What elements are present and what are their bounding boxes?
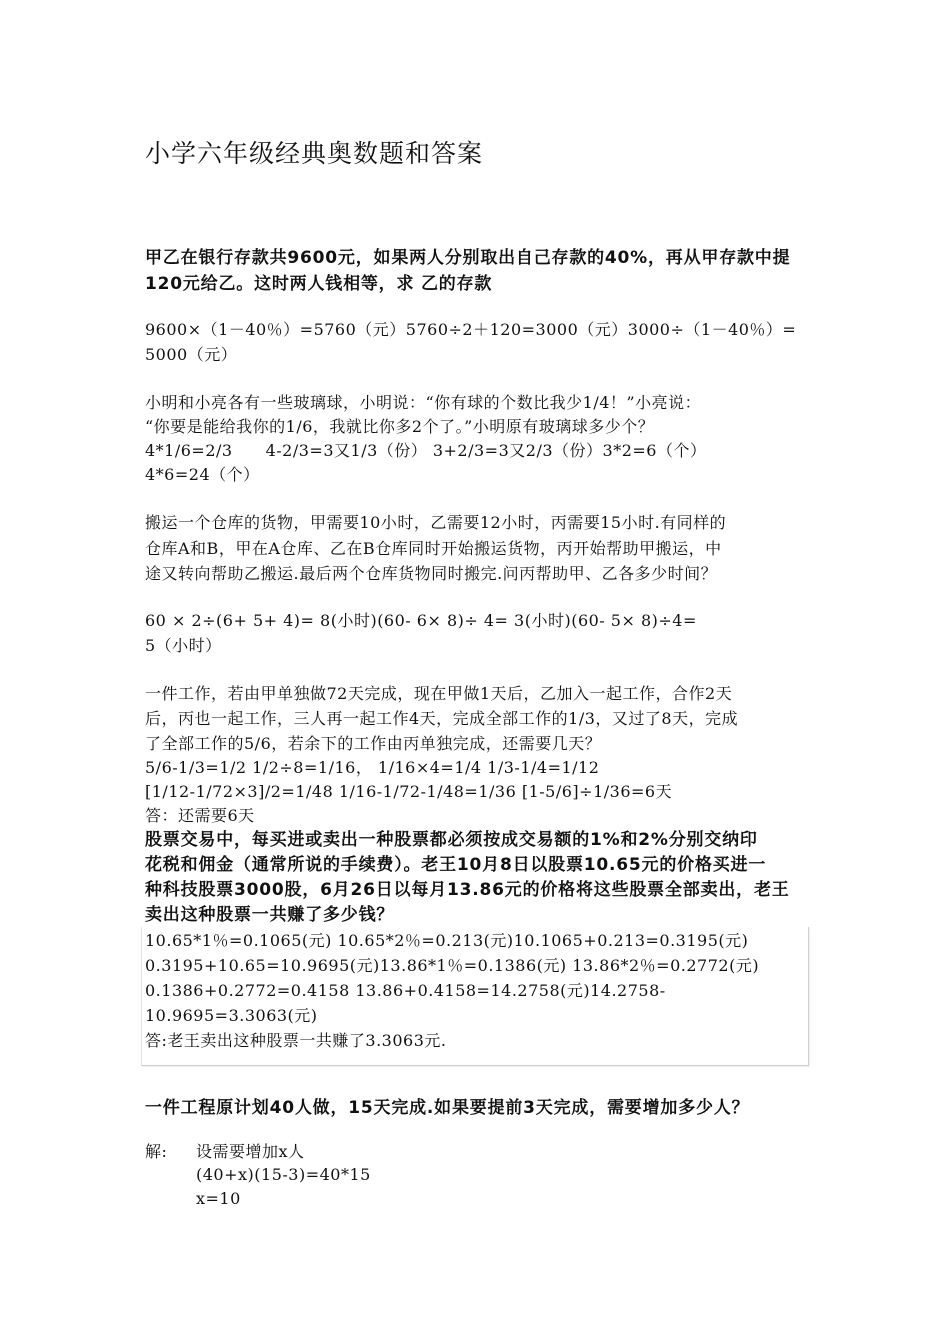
problem-1-question-line: 120元给乙。这时两人钱相等，求 乙的存款 (145, 274, 493, 294)
problem-5-question-line: 卖出这种股票一共赚了多少钱？ (145, 905, 395, 925)
problem-2-question-line: 小明和小亮各有一些玻璃球，小明说：“你有球的个数比我少1/4！”小亮说： (145, 393, 702, 412)
problem-2-question-line: “你要是能给我你的1/6，我就比你多2个了。”小明原有玻璃球多少个？ (145, 417, 655, 436)
problem-2-answer-line: 4*1/6=2/3 4-2/3=3又1/3（份） 3+2/3=3又2/3（份）3*2=6（个） (145, 441, 707, 460)
problem-3-question-line: 途又转向帮助乙搬运.最后两个仓库货物同时搬完.问丙帮助甲、乙各多少时间？ (145, 564, 718, 583)
problem-6-solution-line: 设需要增加x人 (196, 1142, 305, 1161)
problem-3-answer-line: 5（小时） (145, 636, 222, 655)
problem-5-answer-line: 10.9695=3.3063(元) (145, 1006, 318, 1025)
problem-4-answer-line: 5/6-1/3=1/2 1/2÷8=1/16， 1/16×4=1/4 1/3-1/4=1/12 (145, 758, 600, 777)
problem-4-question-line: 了全部工作的5/6，若余下的工作由丙单独完成，还需要几天？ (145, 734, 602, 753)
problem-3-question-line: 仓库A和B，甲在A仓库、乙在B仓库同时开始搬运货物，丙开始帮助甲搬运，中 (145, 539, 722, 558)
problem-6-solution-line: x=10 (196, 1189, 241, 1208)
problem-6-question: 一件工程原计划40人做，15天完成.如果要提前3天完成，需要增加多少人？ (145, 1098, 750, 1118)
problem-1-answer-line: 9600×（1－40％）=5760（元）5760÷2＋120=3000（元）3000÷（1－40％）= (145, 320, 797, 339)
problem-5-answer-line: 0.3195+10.65=10.9695(元)13.86*1％=0.1386(元) 13.86*2％=0.2772(元) (145, 956, 760, 975)
problem-5-question-line: 股票交易中，每买进或卖出一种股票都必须按成交易额的1%和2%分别交纳印 (145, 830, 758, 850)
problem-4-answer-line: [1/12-1/72×3]/2=1/48 1/16-1/72-1/48=1/36 [1-5/6]÷1/36=6天 (145, 782, 673, 801)
problem-5-answer-line: 10.65*1％=0.1065(元) 10.65*2％=0.213(元)10.1065+0.213=0.3195(元) (145, 931, 749, 950)
problem-4-question-line: 后，丙也一起工作，三人再一起工作4天，完成全部工作的1/3，又过了8天，完成 (145, 709, 739, 728)
problem-5-answer-line: 0.1386+0.2772=0.4158 13.86+0.4158=14.2758(元)14.2758- (145, 981, 666, 1000)
page-title: 小学六年级经典奥数题和答案 (145, 139, 484, 168)
problem-5-question-line: 花税和佣金（通常所说的手续费）。老王10月8日以股票10.65元的价格买进一 (145, 855, 767, 875)
problem-2-answer-line: 4*6=24（个） (145, 465, 260, 484)
problem-6-solution-line: (40+x)(15-3)=40*15 (196, 1165, 371, 1184)
problem-1-answer-line: 5000（元） (145, 345, 238, 364)
problem-5-answer-line: 答:老王卖出这种股票一共赚了3.3063元. (145, 1031, 447, 1050)
problem-4-answer-line: 答：还需要6天 (145, 806, 255, 825)
problem-5-question-line: 种科技股票3000股，6月26日以每月13.86元的价格将这些股票全部卖出，老王 (145, 880, 790, 900)
problem-1-question-line: 甲乙在银行存款共9600元，如果两人分别取出自己存款的40%，再从甲存款中提 (145, 248, 791, 268)
problem-3-answer-line: 60 × 2÷(6+ 5+ 4)= 8(小时)(60- 6× 8)÷ 4= 3(小时)(60- 5× 8)÷4= (145, 611, 697, 630)
problem-4-question-line: 一件工作，若由甲单独做72天完成，现在甲做1天后，乙加入一起工作，合作2天 (145, 684, 733, 703)
problem-3-question-line: 搬运一个仓库的货物，甲需要10小时，乙需要12小时，丙需要15小时.有同样的 (145, 513, 727, 532)
problem-6-solution-label: 解: (145, 1142, 168, 1161)
